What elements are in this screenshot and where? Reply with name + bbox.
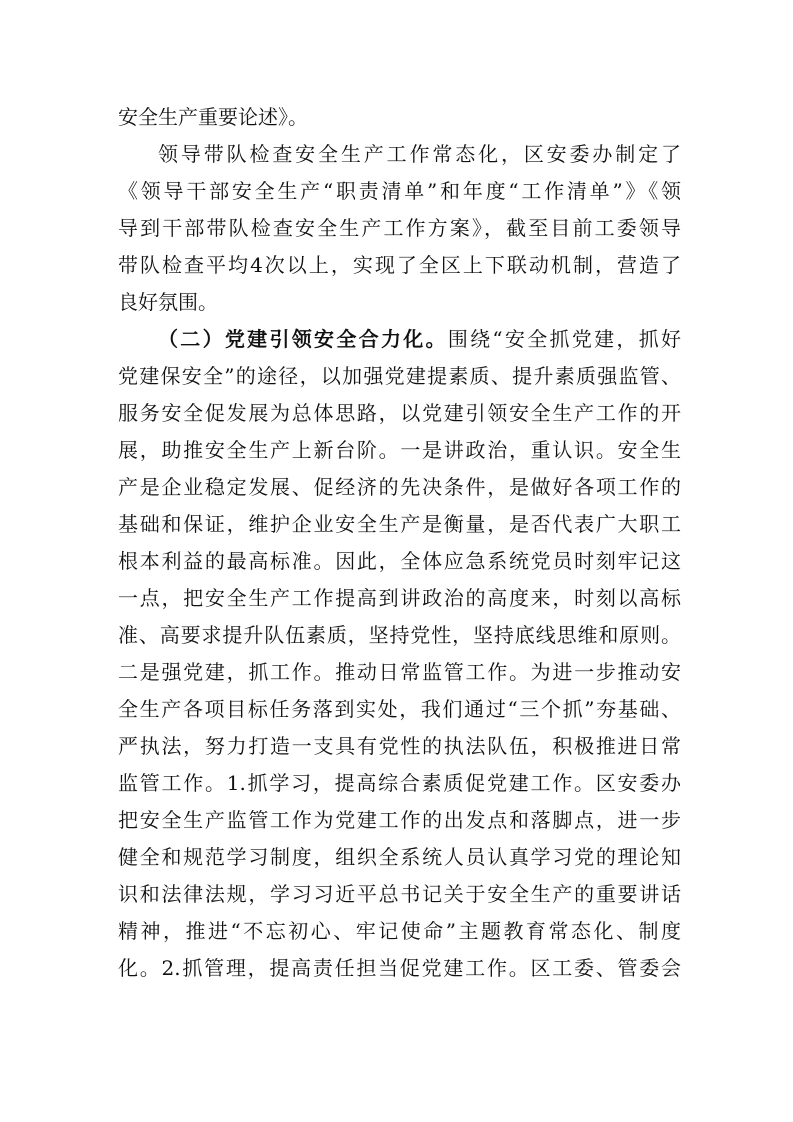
text-line (118, 247, 681, 284)
line-text: 识和法律法规，学习习近平总书记关于安全生产的重要讲话 (118, 882, 681, 906)
line-text: 根本利益的最高标准。因此，全体应急系统党员时刻牢记这 (118, 549, 681, 573)
line-text: 准、高要求提升队伍素质，坚持党性，坚持底线思维和原则。 (118, 623, 681, 647)
text-line (118, 321, 681, 358)
line-text: 基础和保证，维护企业安全生产是衡量，是否代表广大职工 (118, 512, 681, 536)
text-line (118, 543, 681, 580)
line-text: 产是企业稳定发展、促经济的先决条件，是做好各项工作的 (118, 475, 681, 499)
document-page (118, 99, 681, 987)
line-text: 党建保安全”的途径，以加强党建提素质、提升素质强监管、 (118, 364, 681, 388)
text-line (118, 691, 681, 728)
text-line (118, 136, 681, 173)
text-line (118, 99, 681, 136)
text-line (118, 432, 681, 469)
line-text: 展，助推安全生产上新台阶。一是讲政治，重认识。安全生 (118, 438, 681, 462)
line-text: 化。2.抓管理，提高责任担当促党建工作。区工委、管委会 (118, 956, 681, 980)
text-line (118, 802, 681, 839)
text-line (118, 617, 681, 654)
text-line (118, 876, 681, 913)
line-text: 二是强党建，抓工作。推动日常监管工作。为进一步推动安 (118, 660, 681, 684)
line-text: 健全和规范学习制度，组织全系统人员认真学习党的理论知 (118, 845, 681, 869)
text-line (118, 654, 681, 691)
line-text: 导到干部带队检查安全生产工作方案》，截至目前工委领导 (118, 216, 681, 240)
text-line (118, 765, 681, 802)
text-line (118, 728, 681, 765)
text-line (118, 210, 681, 247)
text-line (118, 469, 681, 506)
line-text: 监管工作。1.抓学习，提高综合素质促党建工作。区安委办 (118, 771, 681, 795)
text-line (118, 839, 681, 876)
line-text: 领导带队检查安全生产工作常态化，区安委办制定了 (158, 142, 681, 166)
line-text: 良好氛围。 (118, 290, 218, 314)
line-text: 围绕“安全抓党建，抓好 (447, 327, 681, 351)
line-text: 严执法，努力打造一支具有党性的执法队伍，积极推进日常 (118, 734, 681, 758)
text-line (118, 173, 681, 210)
line-text: 全生产各项目标任务落到实处，我们通过“三个抓”夯基础、 (118, 697, 681, 721)
text-line (118, 358, 681, 395)
section-heading: （二）党建引领安全合力化。 (158, 327, 448, 351)
text-line (118, 506, 681, 543)
line-text: 一点，把安全生产工作提高到讲政治的高度来，时刻以高标 (118, 586, 681, 610)
text-line (118, 395, 681, 432)
line-text: 把安全生产监管工作为党建工作的出发点和落脚点，进一步 (118, 808, 681, 832)
text-line (118, 580, 681, 617)
line-text: 精神，推进“不忘初心、牢记使命”主题教育常态化、制度 (118, 919, 681, 943)
line-text: 服务安全促发展为总体思路，以党建引领安全生产工作的开 (118, 401, 681, 425)
text-line (118, 950, 681, 987)
line-text: 带队检查平均4次以上，实现了全区上下联动机制，营造了 (118, 253, 681, 277)
line-text: 安全生产重要论述》。 (118, 105, 308, 129)
line-text: 《领导干部安全生产“职责清单”和年度“工作清单”》《领 (118, 179, 681, 203)
text-line (118, 913, 681, 950)
text-line (118, 284, 681, 321)
